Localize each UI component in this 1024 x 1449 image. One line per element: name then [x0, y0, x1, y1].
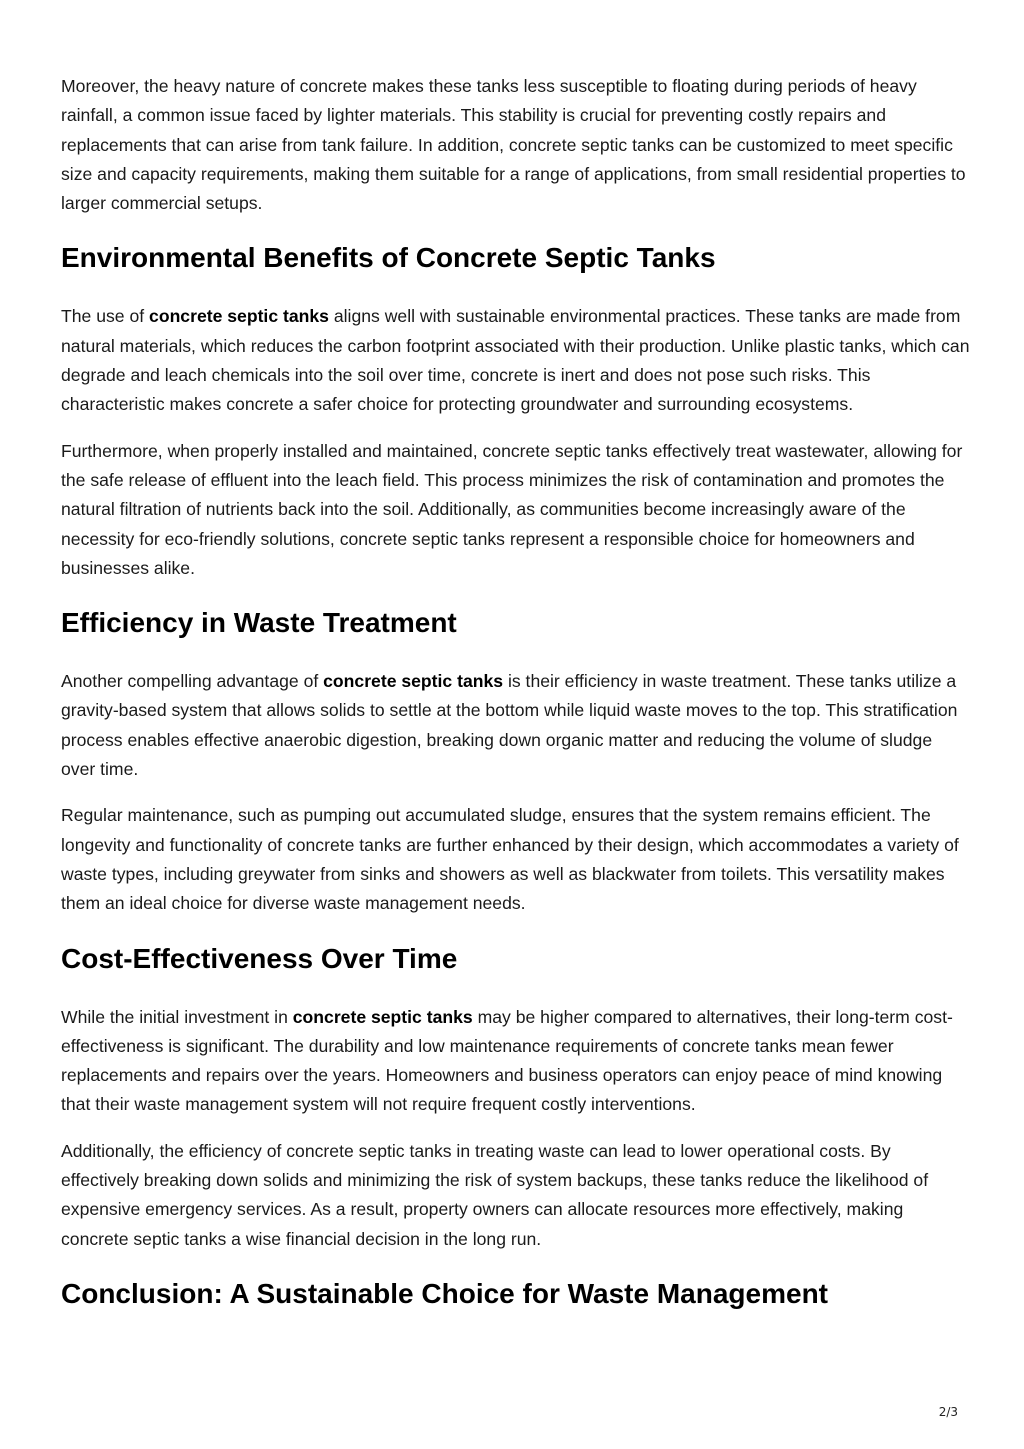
bold-keyword: concrete septic tanks	[149, 306, 329, 327]
efficiency-paragraph-2: Regular maintenance, such as pumping out accumulated sludge, ensures that the system remains efficient. The longevity and functionality of concrete tanks are further enhanced by their design, which accommodates a variety of waste types, including greywater from sinks and showers as well as blackwater from toilets. This versatility makes them an ideal choice for diverse waste management needs.	[61, 805, 959, 914]
cost-paragraph-1	[61, 1003, 971, 1120]
cost-paragraph-2: Additionally, the efficiency of concrete septic tanks in treating waste can lead to lower operational costs. By effectively breaking down solids and minimizing the risk of system backups, these tanks reduce the likelihood of expensive emergency services. As a result, property owners can allocate resources more effectively, making concrete septic tanks a wise financial decision in the long run.	[61, 1140, 929, 1249]
paragraph-text: aligns well with sustainable environmental practices. These tanks are made from natural materials, which reduces the carbon footprint associated with their production. Unlike plastic tanks, which can degrade and leach chemicals into the soil over time, concrete is inert and does not pose such risks. This characteristic makes concrete a safer choice for protecting groundwater and surrounding ecosystems.	[61, 306, 970, 415]
paragraph-text: While the initial investment in	[61, 1006, 293, 1027]
paragraph-text: Another compelling advantage of	[61, 671, 324, 692]
environmental-paragraph-2: Furthermore, when properly installed and maintained, concrete septic tanks effectively treat wastewater, allowing for the safe release of effluent into the leach field. This process minimizes the risk of contamination and promotes the natural filtration of nutrients back into the soil. Additionally, as communities become increasingly aware of the necessity for eco-friendly solutions, concrete septic tanks represent a responsible choice for homeowners and businesses alike.	[61, 440, 963, 578]
bold-keyword: concrete septic tanks	[323, 671, 504, 692]
page-number: 2/3	[938, 1405, 958, 1419]
paragraph-text: The use of	[61, 306, 150, 327]
intro-paragraph: Moreover, the heavy nature of concrete makes these tanks less susceptible to floating during periods of heavy rainfall, a common issue faced by lighter materials. This stability is crucial for preventing costly repairs and replacements that can arise from tank failure. In addition, concrete septic tanks can be customized to meet specific size and capacity requirements, making them suitable for a range of applications, from small residential properties to larger commercial setups.	[61, 76, 966, 214]
environmental-paragraph-1	[61, 302, 971, 419]
document-page	[61, 72, 971, 1338]
section-heading-environmental: Environmental Benefits of Concrete Septic Tanks	[61, 242, 716, 274]
section-heading-conclusion: Conclusion: A Sustainable Choice for Waste Management	[61, 1277, 828, 1309]
efficiency-paragraph-1	[61, 667, 971, 784]
section-heading-cost: Cost-Effectiveness Over Time	[61, 942, 458, 974]
section-heading-efficiency: Efficiency in Waste Treatment	[61, 607, 457, 639]
paragraph-text: is their efficiency in waste treatment. These tanks utilize a gravity-based system that allows solids to settle at the bottom while liquid waste moves to the top. This stratification process enables effective anaerobic digestion, breaking down organic matter and reducing the volume of sludge over time.	[61, 671, 958, 780]
bold-keyword: concrete septic tanks	[292, 1006, 473, 1027]
paragraph-text: may be higher compared to alternatives, their long-term cost-effectiveness is significant. The durability and low maintenance requirements of concrete tanks mean fewer replacements and repairs over the years. Homeowners and business operators can enjoy peace of mind knowing that their waste management system will not require frequent costly interventions.	[61, 1006, 953, 1115]
